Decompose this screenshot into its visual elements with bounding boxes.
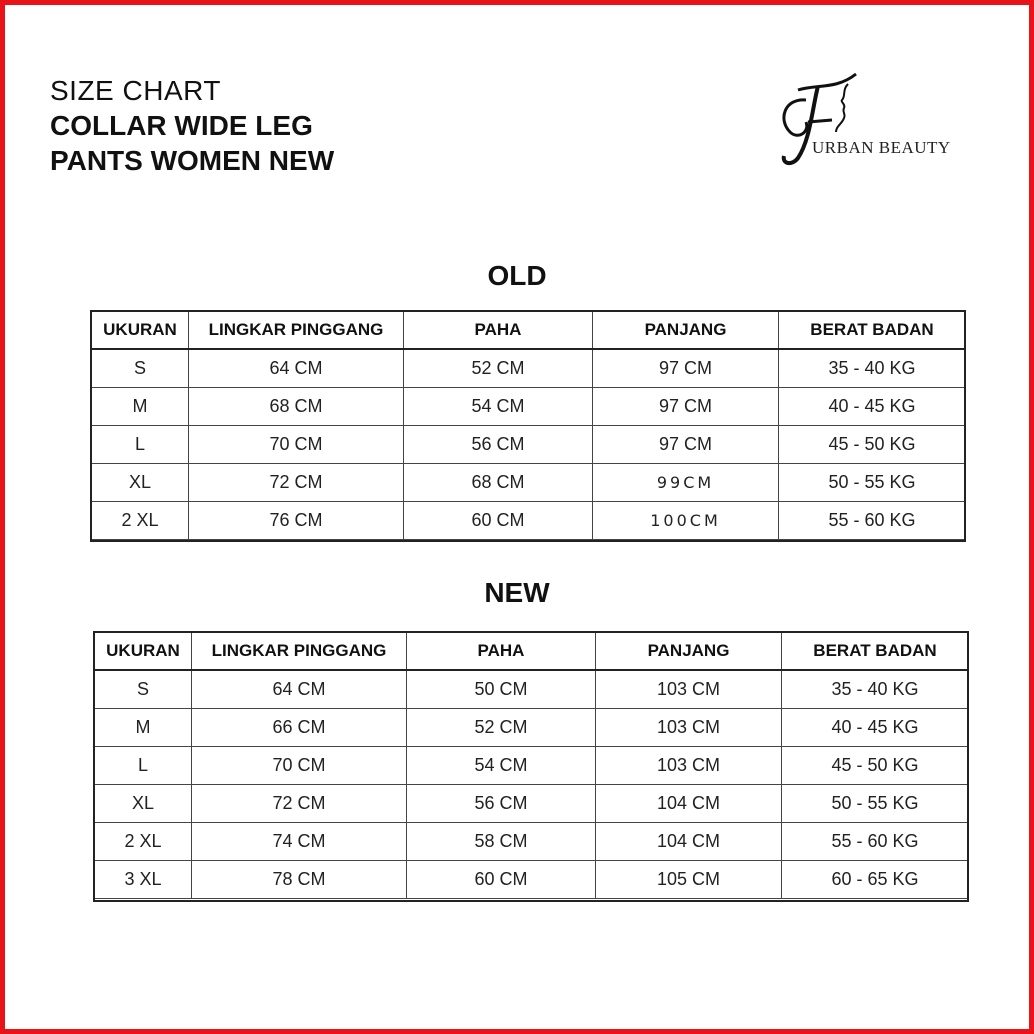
cell-length: 99CM: [593, 464, 779, 502]
cell-weight: 50 - 55 KG: [782, 785, 969, 823]
cell-size: M: [92, 388, 189, 426]
cell-length: 97 CM: [593, 349, 779, 388]
cell-thigh: 58 CM: [407, 823, 596, 861]
table-row: [95, 785, 969, 823]
cell-waist: 64 CM: [192, 670, 407, 709]
cell-weight: 35 - 40 KG: [779, 349, 966, 388]
cell-thigh: 60 CM: [404, 502, 593, 540]
column-header: UKURAN: [95, 633, 192, 671]
cell-length: 103 CM: [596, 670, 782, 709]
table-header-row: [95, 633, 969, 671]
table-header-row: [92, 312, 966, 350]
cell-weight: 50 - 55 KG: [779, 464, 966, 502]
title-line-1: SIZE CHART: [50, 75, 221, 106]
cell-thigh: 54 CM: [404, 388, 593, 426]
cell-thigh: 56 CM: [404, 426, 593, 464]
cell-weight: 60 - 65 KG: [782, 861, 969, 899]
brand-logo: [776, 60, 976, 172]
column-header: BERAT BADAN: [779, 312, 966, 350]
new-section-title: NEW: [484, 577, 550, 608]
column-header: LINGKAR PINGGANG: [189, 312, 404, 350]
cell-weight: 35 - 40 KG: [782, 670, 969, 709]
new-size-table: [94, 632, 969, 899]
column-header: PANJANG: [593, 312, 779, 350]
cell-weight: 55 - 60 KG: [779, 502, 966, 540]
cell-size: XL: [92, 464, 189, 502]
column-header: BERAT BADAN: [782, 633, 969, 671]
cell-thigh: 54 CM: [407, 747, 596, 785]
table-row: [92, 464, 966, 502]
cell-size: L: [95, 747, 192, 785]
cell-size: 2 XL: [95, 823, 192, 861]
table-row: [95, 709, 969, 747]
cell-thigh: 56 CM: [407, 785, 596, 823]
table-row: [95, 747, 969, 785]
cell-waist: 70 CM: [192, 747, 407, 785]
old-size-table: [91, 311, 966, 540]
table-row: [95, 861, 969, 899]
cell-size: M: [95, 709, 192, 747]
cell-size: S: [92, 349, 189, 388]
cell-thigh: 60 CM: [407, 861, 596, 899]
cell-weight: 45 - 50 KG: [782, 747, 969, 785]
cell-waist: 72 CM: [189, 464, 404, 502]
table-row: [92, 349, 966, 388]
cell-length: 104 CM: [596, 785, 782, 823]
cell-size: 2 XL: [92, 502, 189, 540]
cell-size: 3 XL: [95, 861, 192, 899]
cell-size: XL: [95, 785, 192, 823]
brand-name: URBAN BEAUTY: [812, 138, 951, 157]
table-row: [92, 502, 966, 540]
cell-waist: 74 CM: [192, 823, 407, 861]
cell-length: 105 CM: [596, 861, 782, 899]
title-line-3: PANTS WOMEN NEW: [50, 145, 335, 176]
column-header: LINGKAR PINGGANG: [192, 633, 407, 671]
cell-waist: 76 CM: [189, 502, 404, 540]
cell-length: 97 CM: [593, 426, 779, 464]
cell-length: 103 CM: [596, 747, 782, 785]
cell-weight: 40 - 45 KG: [782, 709, 969, 747]
cell-waist: 64 CM: [189, 349, 404, 388]
column-header: PAHA: [404, 312, 593, 350]
cell-thigh: 52 CM: [404, 349, 593, 388]
cell-length: 100CM: [593, 502, 779, 540]
cell-length: 103 CM: [596, 709, 782, 747]
cell-weight: 55 - 60 KG: [782, 823, 969, 861]
cell-thigh: 50 CM: [407, 670, 596, 709]
column-header: UKURAN: [92, 312, 189, 350]
cell-waist: 66 CM: [192, 709, 407, 747]
cell-size: L: [92, 426, 189, 464]
cell-length: 104 CM: [596, 823, 782, 861]
column-header: PANJANG: [596, 633, 782, 671]
cell-thigh: 52 CM: [407, 709, 596, 747]
cell-thigh: 68 CM: [404, 464, 593, 502]
title-line-2: COLLAR WIDE LEG: [50, 110, 313, 141]
cell-size: S: [95, 670, 192, 709]
table-row: [92, 388, 966, 426]
cell-weight: 45 - 50 KG: [779, 426, 966, 464]
cell-waist: 78 CM: [192, 861, 407, 899]
cell-waist: 72 CM: [192, 785, 407, 823]
table-row: [92, 426, 966, 464]
cell-weight: 40 - 45 KG: [779, 388, 966, 426]
column-header: PAHA: [407, 633, 596, 671]
cell-waist: 68 CM: [189, 388, 404, 426]
cell-length: 97 CM: [593, 388, 779, 426]
cell-waist: 70 CM: [189, 426, 404, 464]
old-section-title: OLD: [487, 260, 547, 291]
table-row: [95, 823, 969, 861]
page-title: [50, 74, 334, 178]
table-row: [95, 670, 969, 709]
